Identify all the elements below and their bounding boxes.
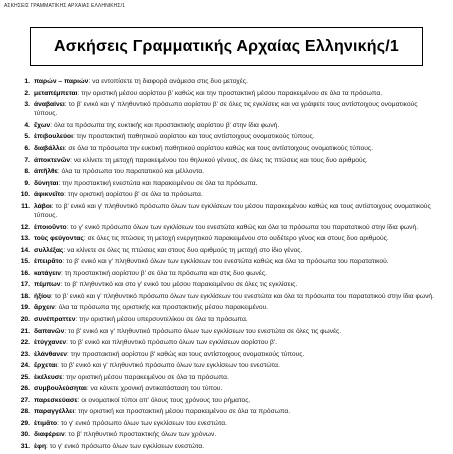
exercise-text bbox=[34, 257, 438, 266]
exercise-term: ἐπιβουλεύοι bbox=[34, 133, 73, 141]
exercise-item bbox=[18, 100, 438, 119]
exercise-term: ἐτύγχανεν bbox=[34, 339, 67, 347]
exercise-instruction: : το β' ενικό και γ' πληθυντικό πρόσωπο όλων των εγκλίσεων του ενεστώτα σε όλες τις φωνές. bbox=[64, 327, 342, 335]
exercise-text bbox=[34, 234, 438, 243]
exercise-number: 23. bbox=[20, 350, 30, 358]
exercise-text bbox=[34, 167, 438, 176]
exercise-text bbox=[34, 292, 438, 301]
exercise-text bbox=[34, 246, 438, 255]
exercise-item bbox=[18, 202, 438, 221]
exercise-term: ἐπειρᾶτο bbox=[34, 258, 63, 266]
exercise-instruction: : το β' ενικό και γ' πληθυντικό πρόσωπο όλων των εγκλίσεων του μέσου παρακειμένου καθώς και τους αντίστοιχους ονοματικούς τύπους. bbox=[34, 202, 431, 220]
exercise-term: ἔχων bbox=[34, 121, 51, 129]
exercise-text bbox=[34, 202, 438, 221]
exercise-item bbox=[18, 407, 438, 416]
exercise-instruction: : όλα τα πρόσωπα του παρατατικού και μέλλοντα. bbox=[57, 168, 205, 176]
exercise-text bbox=[34, 350, 438, 359]
exercise-number: 2. bbox=[24, 89, 30, 97]
exercise-item bbox=[18, 384, 438, 393]
exercise-instruction: : το β' ενικό και γ' πληθυντικό όλων των εγκλίσεων του ενεστώτα καθώς και όλα τα πρόσωπα του παρατατικού. bbox=[62, 258, 389, 266]
exercise-term: πέμπων bbox=[34, 281, 61, 289]
page-title: Ασκήσεις Γραμματικής Αρχαίας Ελληνικής/1 bbox=[53, 37, 400, 55]
exercise-text bbox=[34, 407, 438, 416]
exercise-term: δαπανῶν bbox=[34, 327, 65, 335]
exercise-item bbox=[18, 327, 438, 336]
exercise-item bbox=[18, 430, 438, 439]
exercise-text bbox=[34, 338, 438, 347]
exercise-item bbox=[18, 89, 438, 98]
exercise-text bbox=[34, 179, 438, 188]
exercise-term: συνέπραττεν bbox=[34, 315, 76, 323]
exercise-text bbox=[34, 156, 438, 165]
exercise-item bbox=[18, 257, 438, 266]
exercise-text bbox=[34, 223, 438, 232]
exercise-number: 16. bbox=[20, 269, 30, 277]
exercise-term: παραγγέλλει bbox=[34, 408, 75, 416]
exercise-number: 15. bbox=[20, 258, 30, 266]
exercise-number: 24. bbox=[20, 362, 30, 370]
exercise-item bbox=[18, 442, 438, 451]
exercise-number: 20. bbox=[20, 315, 30, 323]
exercise-term: ἀποκτενῶν bbox=[34, 156, 71, 164]
exercise-term: ἠξίου bbox=[34, 292, 51, 300]
exercise-text bbox=[34, 396, 438, 405]
exercise-item bbox=[18, 132, 438, 141]
exercise-item bbox=[18, 361, 438, 370]
exercise-number: 9. bbox=[24, 179, 30, 187]
exercise-text bbox=[34, 89, 438, 98]
exercise-number: 27. bbox=[20, 396, 30, 404]
exercise-text bbox=[34, 121, 438, 130]
exercise-number: 10. bbox=[20, 191, 30, 199]
exercise-instruction: : να κλίνετε τη μετοχή παρακειμένου του θηλυκού γένους, σε όλες τις πτώσεις και τους δυο αριθμούς. bbox=[70, 156, 368, 164]
exercise-instruction: : το γ' ενικό πρόσωπο όλων των εγκλίσεων ενεστώτα. bbox=[46, 443, 205, 450]
exercise-number: 28. bbox=[20, 408, 30, 416]
exercise-instruction: : σε όλα τα πρόσωπα την ευκτική παθητικού αορίστου καθώς και τους αντίστοιχους ονοματικούς τύπους. bbox=[64, 145, 373, 153]
exercise-instruction: : την οριστική μέσου αορίστου β' καθώς και την προστακτική μέσου παρακειμένου σε όλα τα πρόσωπα. bbox=[77, 89, 383, 97]
exercise-number: 26. bbox=[20, 385, 30, 393]
exercise-instruction: : την προστακτική παθητικού αορίστου και τους αντίστοιχους ονοματικούς τύπους. bbox=[72, 133, 315, 141]
exercise-instruction: : την οριστική αορίστου β' σε όλα τα πρόσωπα. bbox=[64, 191, 203, 199]
exercise-item bbox=[18, 303, 438, 312]
exercise-text bbox=[34, 373, 438, 382]
exercise-number: 7. bbox=[24, 156, 30, 164]
exercise-item bbox=[18, 315, 438, 324]
exercise-term: ἐφη bbox=[34, 443, 47, 450]
exercise-instruction: : το β' ενικό και πληθυντικό πρόσωπο όλων των εγκλίσεων αορίστου β'. bbox=[66, 339, 277, 347]
exercise-number: 3. bbox=[24, 101, 30, 109]
exercise-item bbox=[18, 373, 438, 382]
exercise-term: δύνηται bbox=[34, 179, 59, 187]
exercise-list bbox=[18, 77, 438, 454]
exercise-instruction: : το β' ενικό και γ' πληθυντικό πρόσωπο αορίστου β' σε όλες τις εγκλίσεις και να γράψετε τους αντίστοιχους ονοματικούς τύπους. bbox=[34, 101, 418, 118]
exercise-instruction: : όλα τα πρόσωπα της οριστικής και προστακτικής μέσου παρακειμένου. bbox=[54, 304, 269, 312]
exercise-instruction: : οι ονοματικοί τύποι απ' όλους τους χρόνους του ρήματος. bbox=[77, 396, 251, 404]
exercise-item bbox=[18, 396, 438, 405]
running-header: ΑΣΚΗΣΕΙΣ ΓΡΑΜΜΑΤΙΚΗΣ ΑΡΧΑΙΑΣ ΕΛΛΗΝΙΚΗΣ/1 bbox=[4, 3, 125, 9]
exercise-term: λάβοι bbox=[34, 202, 52, 210]
exercise-text bbox=[34, 77, 438, 86]
exercise-item bbox=[18, 223, 438, 232]
exercise-instruction: : την οριστική και προστακτική μέσου παρακειμένου σε όλα τα πρόσωπα. bbox=[74, 408, 291, 416]
exercise-text bbox=[34, 303, 438, 312]
exercise-instruction: : να κάνετε χρονική αντικατάσταση του τύπου. bbox=[86, 385, 223, 393]
exercise-text bbox=[34, 430, 438, 439]
exercise-text bbox=[34, 419, 438, 428]
title-box bbox=[30, 27, 423, 66]
exercise-term: ἐτιμᾶτο bbox=[34, 419, 58, 427]
exercise-text bbox=[34, 315, 438, 324]
exercise-item bbox=[18, 234, 438, 243]
exercise-number: 22. bbox=[20, 339, 30, 347]
exercise-number: 31. bbox=[20, 443, 30, 450]
exercise-instruction: : σε όλες τις πτώσεις τη μετοχή ενεργητικού παρακειμένου στο ουδέτερο γένος και στους δυο αριθμούς. bbox=[83, 235, 389, 243]
exercise-number: 4. bbox=[24, 121, 30, 129]
exercise-term: παρεσκεύασε bbox=[34, 396, 78, 404]
exercise-text bbox=[34, 384, 438, 393]
exercise-item bbox=[18, 269, 438, 278]
exercise-instruction: : την οριστική μέσου υπερσυντελίκου σε όλα τα πρόσωπα. bbox=[75, 315, 248, 323]
exercise-item bbox=[18, 156, 438, 165]
exercise-number: 29. bbox=[20, 419, 30, 427]
exercise-number: 25. bbox=[20, 373, 30, 381]
exercise-text bbox=[34, 132, 438, 141]
exercise-text bbox=[34, 269, 438, 278]
exercise-item bbox=[18, 338, 438, 347]
exercise-number: 12. bbox=[20, 223, 30, 231]
exercise-term: ἄρχειν bbox=[34, 304, 55, 312]
exercise-item bbox=[18, 350, 438, 359]
exercise-instruction: : όλα τα πρόσωπα της ευκτικής και προστακτικής αορίστου β' στην ίδια φωνή. bbox=[50, 121, 280, 129]
exercise-number: 5. bbox=[24, 133, 30, 141]
exercise-term: συμβουλεύσηται bbox=[34, 385, 87, 393]
exercise-instruction: : την προστακτική αορίστου β' καθώς και τους αντίστοιχους ονοματικούς τύπους. bbox=[66, 350, 305, 358]
exercise-term: διαφέρειν bbox=[34, 431, 65, 439]
exercise-item bbox=[18, 144, 438, 153]
exercise-term: ἔρχεται bbox=[34, 362, 58, 370]
exercise-number: 6. bbox=[24, 145, 30, 153]
exercise-item bbox=[18, 179, 438, 188]
exercise-term: μεταπέμπεται bbox=[34, 89, 78, 97]
exercise-number: 8. bbox=[24, 168, 30, 176]
exercise-instruction: : το β' πληθυντικό και στο γ' ενικό του μέσου παρακειμένου σε όλες τις εγκλίσεις. bbox=[60, 281, 298, 289]
exercise-instruction: : την προστακτική ενεστώτα και παρακειμένου σε όλα τα πρόσωπα. bbox=[58, 179, 258, 187]
exercise-text bbox=[34, 144, 438, 153]
exercise-text bbox=[34, 442, 438, 451]
exercise-text bbox=[34, 327, 438, 336]
exercise-instruction: : την οριστική μέσου παρακειμένου σε όλα τα πρόσωπα. bbox=[62, 373, 229, 381]
exercise-instruction: : το γ' ενικό πρόσωπο όλων των εγκλίσεων του ενεστώτα. bbox=[57, 419, 227, 427]
exercise-number: 17. bbox=[20, 281, 30, 289]
exercise-term: ἀναβαίνει bbox=[34, 101, 65, 109]
exercise-instruction: : τη προστακτική αορίστου β' σε όλα τα πρόσωπα και στις δυο φωνές. bbox=[61, 269, 267, 277]
exercise-term: ἀφικνεῖτο bbox=[34, 191, 65, 199]
exercise-term: ἐποιοῦντο bbox=[34, 223, 67, 231]
exercise-instruction: : το β' πληθυντικό προστακτικής όλων των χρόνων. bbox=[64, 431, 217, 439]
exercise-instruction: : το β' ενικό και γ' πληθυντικό πρόσωπο όλων των εγκλίσεων του ενεστώτα και όλα τα πρόσωπα του παρατατικού στην ίδια φωνή. bbox=[50, 292, 434, 300]
exercise-number: 14. bbox=[20, 246, 30, 254]
exercise-text bbox=[34, 280, 438, 289]
exercise-text bbox=[34, 190, 438, 199]
exercise-item bbox=[18, 246, 438, 255]
exercise-text bbox=[34, 100, 438, 119]
exercise-number: 21. bbox=[20, 327, 30, 335]
exercise-number: 11. bbox=[21, 202, 30, 210]
exercise-item bbox=[18, 280, 438, 289]
exercise-term: ἐκέλευσε bbox=[34, 373, 63, 381]
exercise-instruction: : το γ' ενικό πρόσωπο όλων των εγκλίσεων του ενεστώτα καθώς και όλα τα πρόσωπα του παρατατικού στην ίδια φωνή. bbox=[66, 223, 419, 231]
exercise-item bbox=[18, 167, 438, 176]
exercise-number: 13. bbox=[20, 235, 30, 243]
exercise-instruction: : το β' ενικό και γ' πληθυντικό πρόσωπο όλων των εγκλίσεων του ενεστώτα. bbox=[57, 362, 280, 370]
exercise-instruction: : να κλίνετε σε όλες τις πτώσεις και στους δυο αριθμούς τη μετοχή στο ίδιο γένος. bbox=[63, 246, 303, 254]
exercise-term: ἐλάνθανεν bbox=[34, 350, 67, 358]
exercise-text bbox=[34, 361, 438, 370]
exercise-instruction: : να εντοπίσετε τη διαφορά ανάμεσα στις δυο μετοχές. bbox=[88, 78, 248, 85]
exercise-item bbox=[18, 121, 438, 130]
exercise-term: κατάγειν bbox=[34, 269, 61, 277]
exercise-item bbox=[18, 190, 438, 199]
exercise-number: 18. bbox=[20, 292, 30, 300]
exercise-term: τοὺς φεύγοντας bbox=[34, 235, 84, 243]
exercise-term: συλλέξας bbox=[34, 246, 64, 254]
exercise-term: παρών – παριών bbox=[34, 78, 89, 85]
exercise-term: ἀπῆλθε bbox=[34, 168, 58, 176]
exercise-item bbox=[18, 419, 438, 428]
exercise-term: διαβάλλει bbox=[34, 145, 65, 153]
exercise-number: 30. bbox=[20, 431, 30, 439]
exercise-number: 1. bbox=[24, 78, 30, 85]
exercise-number: 19. bbox=[20, 304, 30, 312]
exercise-item bbox=[18, 292, 438, 301]
exercise-item bbox=[18, 77, 438, 86]
